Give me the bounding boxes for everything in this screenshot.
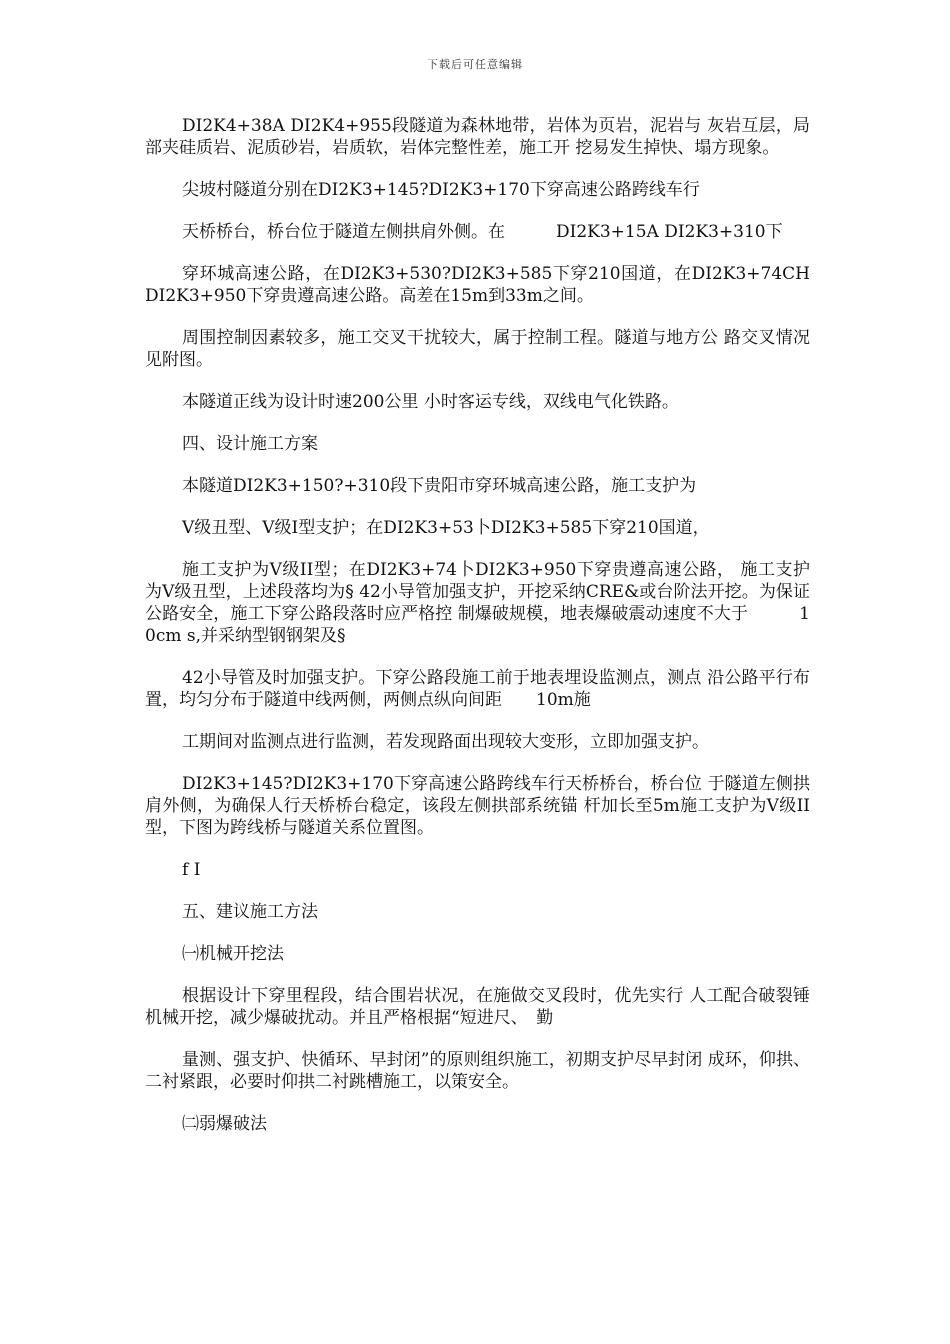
section-heading-5: 五、建议施工方法: [182, 902, 318, 922]
paragraph-7: 本隧道DI2K3+150?+310段下贵阳市穿环城高速公路，施工支护为: [182, 476, 697, 496]
paragraph-4: 穿环城高速公路，在DI2K3+530?DI2K3+585下穿210国道，在DI2K3+74CHDI2K3+950下穿贵遵高速公路。高差在15m到33m之间。: [145, 264, 810, 306]
page-header: 下载后可任意编辑: [427, 58, 523, 71]
paragraph-6: 本隧道正线为设计时速200公里 小时客运专线，双线电气化铁路。: [182, 392, 679, 412]
paragraph-13: 根据设计下穿里程段，结合围岩状况，在施做交叉段时，优先实行 人工配合破裂锤机械开挖，减少爆破扰动。并且严格根据“短进尺、 勤: [145, 986, 810, 1028]
paragraph-2: 尖坡村隧道分别在DI2K3+145?DI2K3+170下穿高速公路跨线车行: [182, 180, 700, 200]
document-body: [145, 115, 810, 1135]
paragraph-11: 工期间对监测点进行监测，若发现路面出现较大变形，立即加强支护。: [182, 732, 709, 752]
paragraph-1: DI2K4+38A DI2K4+955段隧道为森林地带，岩体为页岩，泥岩与 灰岩互层，局部夹硅质岩、泥质砂岩，岩质软，岩体完整性差，施工开 挖易发生掉快、塌方现象。: [145, 116, 810, 158]
figure-placeholder: f I: [182, 860, 201, 880]
paragraph-3: 天桥桥台，桥台位于隧道左侧拱肩外侧。在 DI2K3+15A DI2K3+310下: [182, 222, 783, 242]
paragraph-12: DI2K3+145?DI2K3+170下穿高速公路跨线车行天桥桥台，桥台位 于隧道左侧拱肩外侧，为确保人行天桥桥台稳定，该段左侧拱部系统锚 杆加长至5m施工支护为V级II型，下图为跨线桥与隧道关系位置图。: [145, 774, 810, 838]
subsection-heading-1: ㈠机械开挖法: [182, 944, 284, 964]
section-heading-4: 四、设计施工方案: [182, 434, 318, 454]
paragraph-5: 周围控制因素较多，施工交叉干扰较大，属于控制工程。隧道与地方公 路交叉情况见附图。: [145, 328, 810, 370]
paragraph-10: 42小导管及时加强支护。下穿公路段施工前于地表埋设监测点，测点 沿公路平行布置，均匀分布于隧道中线两侧，两侧点纵向间距 10m施: [145, 668, 810, 710]
paragraph-14: 量测、强支护、快循环、早封闭”的原则组织施工，初期支护尽早封闭 成环，仰拱、二衬紧跟，必要时仰拱二衬跳槽施工，以策安全。: [145, 1050, 810, 1092]
subsection-heading-2: ㈡弱爆破法: [182, 1114, 267, 1134]
paragraph-9: 施工支护为V级II型；在DI2K3+74卜DI2K3+950下穿贵遵高速公路， 施工支护为V级丑型，上述段落均为§ 42小导管加强支护，开挖采纳CRE&或台阶法开挖。为保证公路安全，施工下穿公路段落时应严格控 制爆破规模，地表爆破震动速度不大于 10cm s,并采纳型钢钢架及§: [145, 560, 810, 646]
paragraph-8: V级丑型、V级I型支护；在DI2K3+53卜DI2K3+585下穿210国道，: [182, 518, 710, 538]
